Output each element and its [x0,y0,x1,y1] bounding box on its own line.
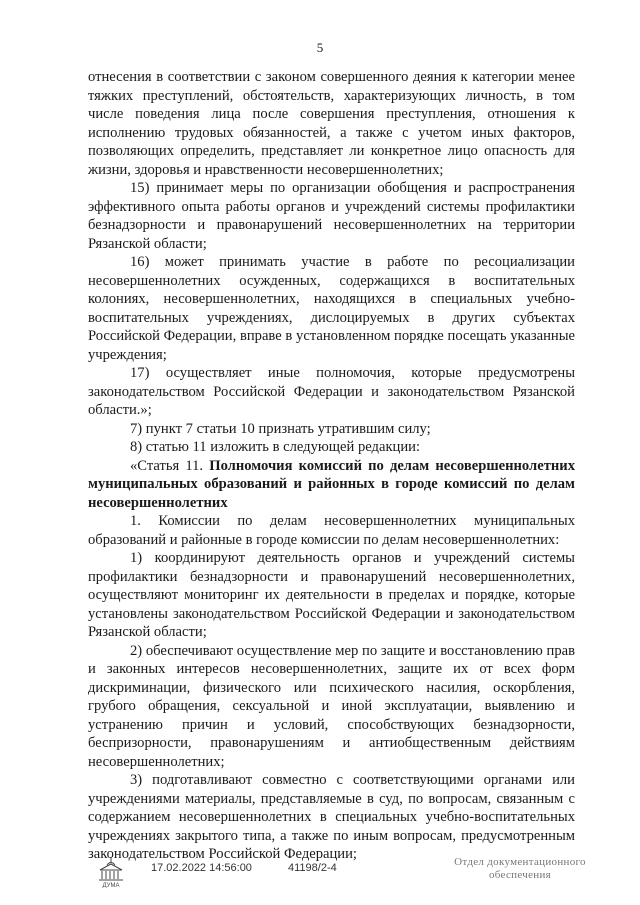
clause-1-item-1: 1) координируют деятельность органов и учреждений системы профилактики безнадзорности и правонарушений несовершеннолетних, осуществляют мониторинг их деятельности в пределах и порядке, которые установлены законодательством Российской Федерации и законодательством Рязанской области; [88,550,575,640]
stamp-line-1: Отдел документационного [454,856,586,868]
paragraph-item-15: 15) принимает меры по организации обобщения и распространения эффективного опыта работы органов и учреждений системы профилактики безнадзорности и правонарушений несовершеннолетних на территории Рязанской области; [88,180,575,252]
clause-1: 1. Комиссии по делам несовершеннолетних муниципальных образований и районные в городе комиссии по делам несовершеннолетних: [88,513,575,548]
paragraph-item-17: 17) осуществляет иные полномочия, которые предусмотрены законодательством Российской Федерации и законодательством Рязанской области.»; [88,365,575,418]
stamp-line-2: обеспечения [488,869,552,881]
document-body [88,68,575,864]
logo-caption: ДУМА [102,883,120,888]
paragraph-item-7: 7) пункт 7 статьи 10 признать утратившим силу; [130,420,431,437]
article-heading [88,457,575,513]
paragraph-item-8: 8) статью 11 изложить в следующей редакции: [130,439,421,455]
paragraph-item-16: 16) может принимать участие в работе по ресоциализации несовершеннолетних осужденных, содержащихся в воспитательных колониях, несовершеннолетних, находящихся в специальных учебно-воспитательных учреждениях, дислоцируемых в других субъектах Российской Федерации, вправе в установленном порядке посещать указанные учреждения; [88,254,575,363]
article-title: Полномочия комиссий по делам несовершеннолетних муниципальных образований и районных в городе комиссий по делам несовершеннолетних [88,457,575,511]
document-footer [0,854,640,894]
page-number: 5 [316,40,324,55]
clause-1-item-3: 3) подготавливают совместно с соответствующими органами или учреждениями материалы, представляемые в суд, по вопросам, связанным с содержанием несовершеннолетних в специальных учебно-воспитательных учреждениях закрытого типа, а также по иным вопросам, предусмотренным законодательством Российской Федерации; [88,772,575,862]
department-stamp [450,856,590,882]
clause-1-item-2: 2) обеспечивают осуществление мер по защите и восстановлению прав и законных интересов несовершеннолетних, защите их от всех форм дискриминации, физического или психического насилия, оскорбления, грубого обращения, сексуальной и иной эксплуатации, выявлению и устранению причин и условий, способствующих безнадзорности, беспризорности, правонарушениям и антиобщественным действиям несовершеннолетних; [88,642,575,770]
paragraph-continuation: отнесения в соответствии с законом совершенного деяния к категории менее тяжких преступлений, обстоятельств, характеризующих личность, в том числе поведения лица после совершения преступления, отношения к исполнению трудовых обязанностей, а также с учетом иных факторов, позволяющих определить, представляет ли конкретное лицо опасность для жизни, здоровья и нравственности несовершеннолетних; [88,69,575,178]
article-prefix: «Статья 11. [130,457,210,474]
duma-building-icon [94,854,128,888]
document-number: 41198/2-4 [288,862,337,874]
document-timestamp: 17.02.2022 14:56:00 [151,862,252,874]
